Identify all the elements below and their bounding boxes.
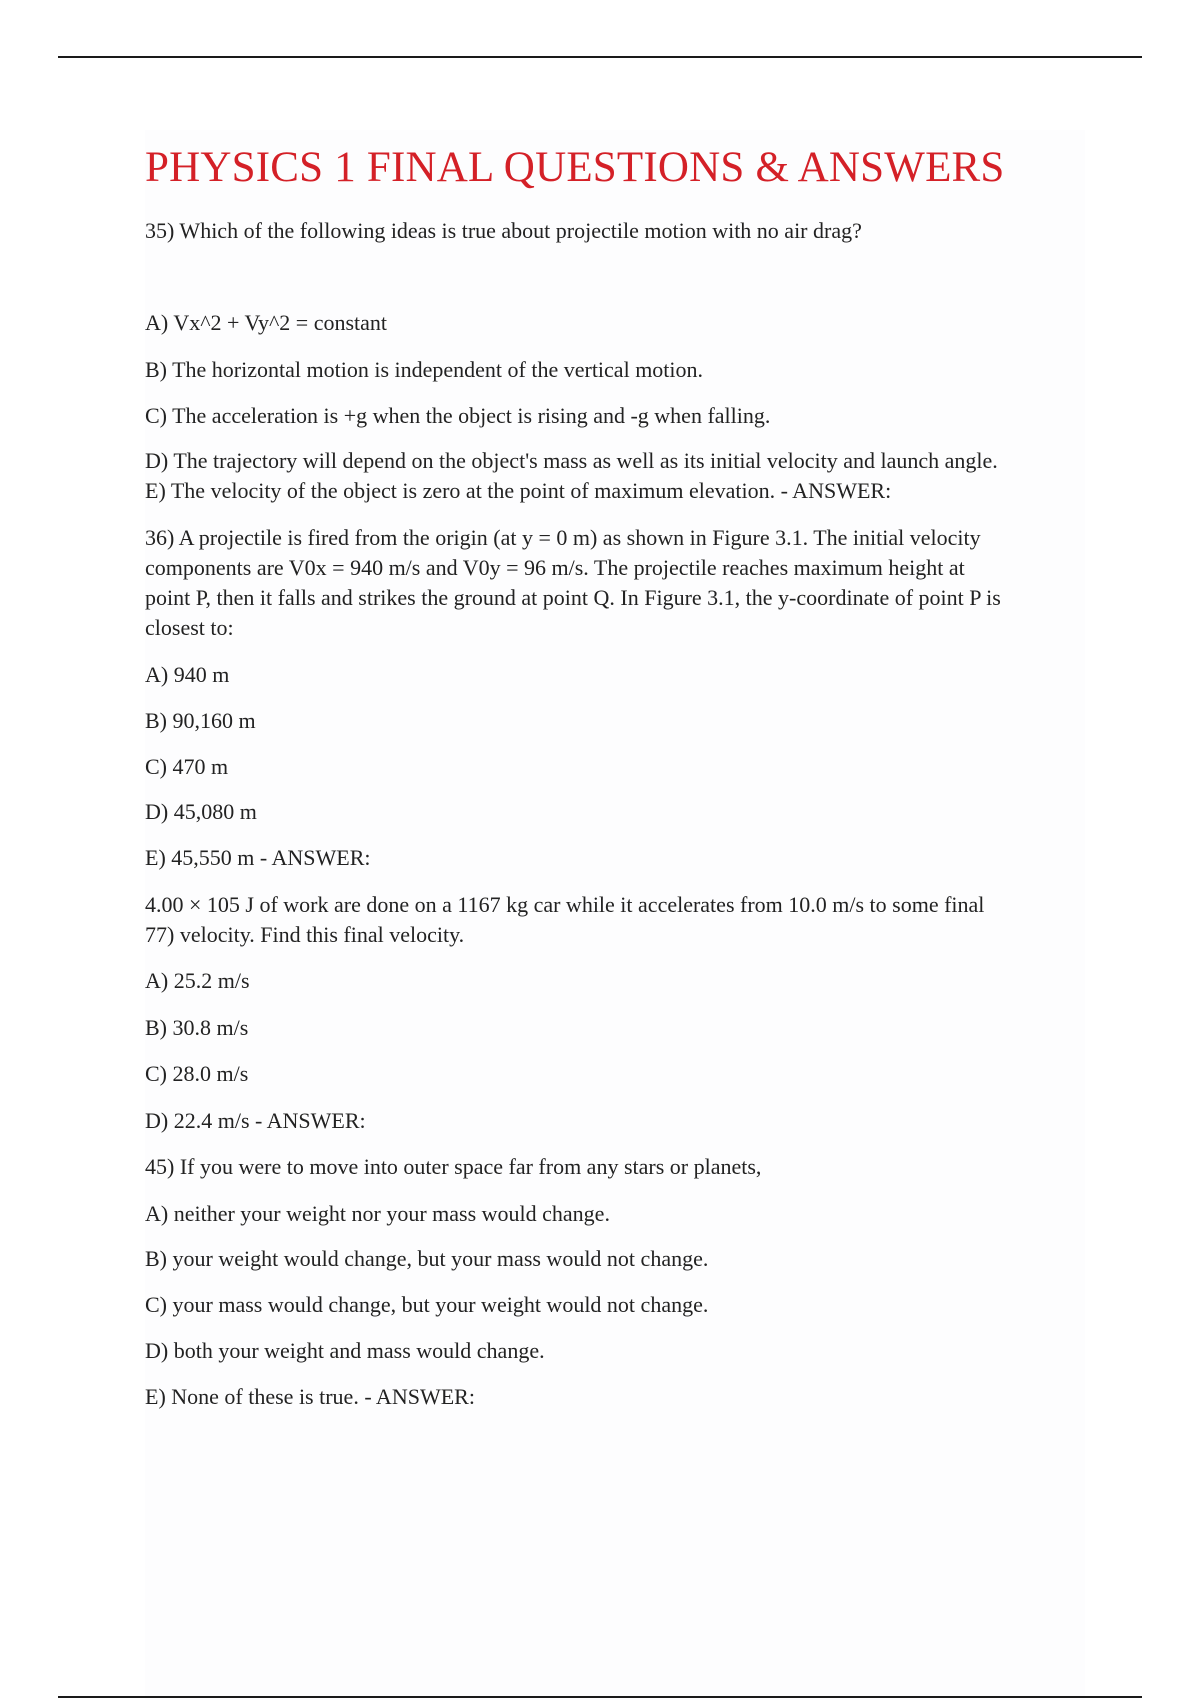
question-36-stem-line-1: 36) A projectile is fired from the origin (at y = 0 m) as shown in Figure 3.1. The initial velocity [145,525,981,550]
question-36-stem-line-4: closest to: [145,615,234,640]
question-45-option-e: E) None of these is true. - ANSWER: [145,1384,475,1409]
question-77-option-d: D) 22.4 m/s - ANSWER: [145,1108,366,1133]
question-36-option-c: C) 470 m [145,754,229,779]
question-45-option-a: A) neither your weight nor your mass would change. [145,1201,610,1226]
question-35-stem: 35) Which of the following ideas is true about projectile motion with no air drag? [145,218,862,243]
question-35-option-c: C) The acceleration is +g when the object is rising and -g when falling. [145,403,771,428]
question-36-stem-line-2: components are V0x = 940 m/s and V0y = 96 m/s. The projectile reaches maximum height at [145,555,965,580]
question-45-option-c: C) your mass would change, but your weight would not change. [145,1292,709,1317]
top-rule [58,56,1142,58]
question-77-option-b: B) 30.8 m/s [145,1015,249,1040]
question-77-stem-line-1: 4.00 × 105 J of work are done on a 1167 kg car while it accelerates from 10.0 m/s to some final [145,892,985,917]
question-45-option-d: D) both your weight and mass would change. [145,1338,545,1363]
question-36-stem-line-3: point P, then it falls and strikes the ground at point Q. In Figure 3.1, the y-coordinate of point P is [145,585,1001,610]
question-35-option-b: B) The horizontal motion is independent of the vertical motion. [145,357,704,382]
question-45-stem: 45) If you were to move into outer space far from any stars or planets, [145,1154,762,1179]
bottom-rule [58,1696,1142,1698]
question-35-option-d: D) The trajectory will depend on the object's mass as well as its initial velocity and launch angle. [145,448,998,473]
question-45-option-b: B) your weight would change, but your mass would not change. [145,1246,709,1271]
question-36-option-b: B) 90,160 m [145,708,256,733]
question-77-option-a: A) 25.2 m/s [145,968,250,993]
document-page [145,130,1085,1700]
question-35-option-e: E) The velocity of the object is zero at the point of maximum elevation. - ANSWER: [145,478,892,503]
question-36-option-d: D) 45,080 m [145,799,257,824]
question-35-option-a: A) Vx^2 + Vy^2 = constant [145,310,388,335]
question-36-option-a: A) 940 m [145,662,230,687]
question-77-option-c: C) 28.0 m/s [145,1061,249,1086]
question-77-stem-line-2: 77) velocity. Find this final velocity. [145,922,465,947]
question-36-option-e: E) 45,550 m - ANSWER: [145,845,371,870]
document-title: PHYSICS 1 FINAL QUESTIONS & ANSWERS [145,144,1005,191]
